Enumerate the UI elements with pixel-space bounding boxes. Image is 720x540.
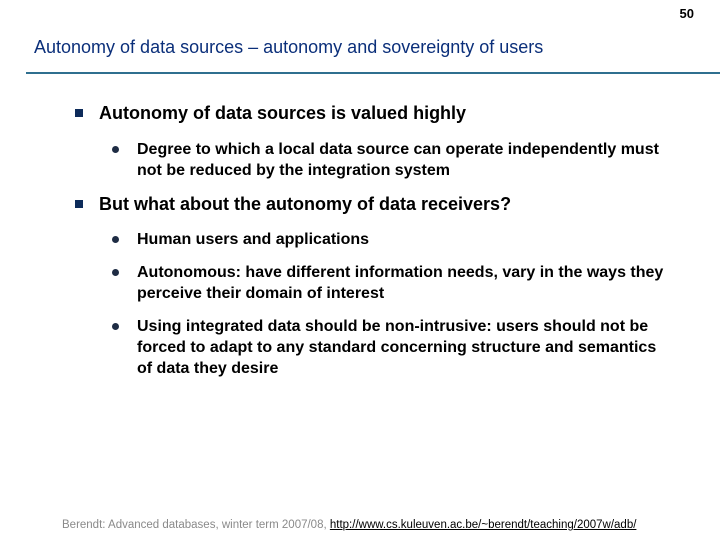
square-bullet-icon bbox=[75, 200, 83, 208]
footer-citation: Berendt: Advanced databases, winter term 2007/08, bbox=[62, 519, 330, 531]
square-bullet-icon bbox=[75, 109, 83, 117]
title-divider bbox=[26, 72, 720, 74]
sub-bullet-2-1-text: Human users and applications bbox=[137, 231, 370, 248]
slide-title: Autonomy of data sources – autonomy and sovereignty of users bbox=[34, 37, 544, 57]
round-bullet-icon bbox=[112, 236, 119, 243]
bullet-2-text: But what about the autonomy of data receivers? bbox=[99, 194, 512, 214]
page-number: 50 bbox=[679, 6, 694, 21]
bullet-1-text: Autonomy of data sources is valued highly bbox=[99, 103, 467, 123]
round-bullet-icon bbox=[112, 146, 119, 153]
footer-link[interactable]: http://www.cs.kuleuven.ac.be/~berendt/teaching/2007w/adb/ bbox=[329, 519, 637, 531]
sub-bullet-2-2-text: Autonomous: have different information needs, vary in the ways they perceive their domain of interest bbox=[137, 264, 664, 302]
sub-bullet-1-1-text: Degree to which a local data source can operate independently must not be reduced by the integration system bbox=[137, 141, 659, 179]
round-bullet-icon bbox=[112, 269, 119, 276]
footer bbox=[62, 519, 636, 531]
sub-bullet-2-3-text: Using integrated data should be non-intrusive: users should not be forced to adapt to any standard concerning structure and semantics of data they desire bbox=[137, 318, 657, 377]
round-bullet-icon bbox=[112, 323, 119, 330]
